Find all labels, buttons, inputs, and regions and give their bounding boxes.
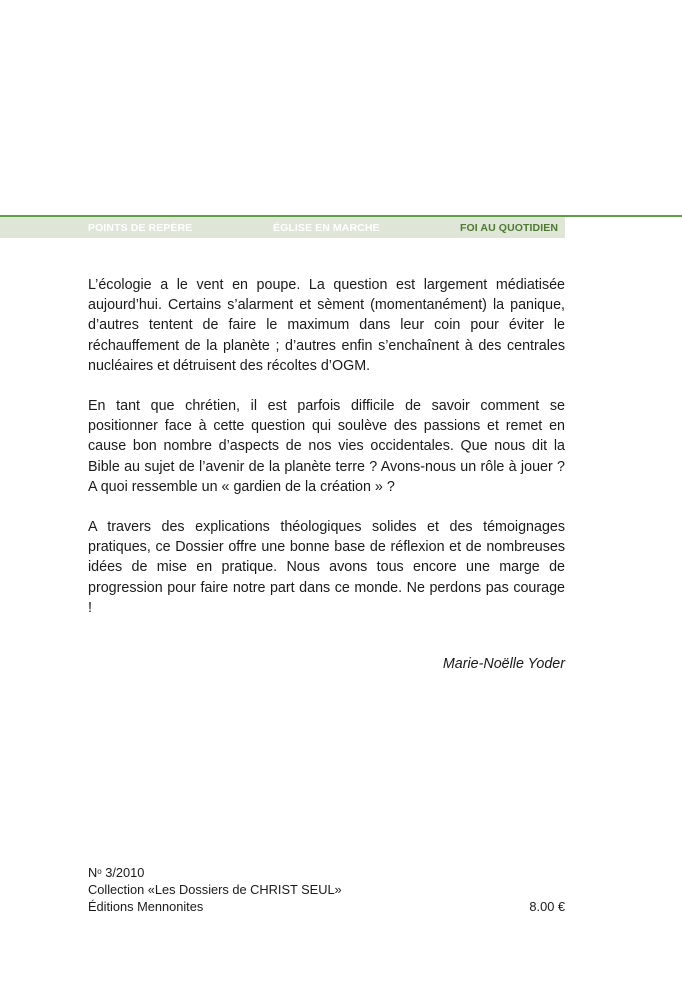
- author-signature: Marie-Noëlle Yoder: [442, 656, 565, 672]
- paragraph: En tant que chrétien, il est parfois difficile de savoir comment se positionner face à cette question qui soulève des passions et remet en cause bon nombre d’aspects de nos vies occidentales. Que nous dit la Bible au sujet de l’avenir de la planète terre ? Avons-nous un rôle à jouer ? A quoi ressemble un « gardien de la création » ?: [88, 398, 565, 495]
- publisher-name: Éditions Mennonites: [88, 899, 204, 914]
- back-cover-text: [88, 275, 565, 638]
- issue-number: $N^o$ 3/2010: [88, 865, 145, 880]
- collection-name: Collection «Les Dossiers de CHRIST SEUL»: [88, 882, 342, 897]
- publication-info: [88, 864, 565, 915]
- paragraph: L’écologie a le vent en poupe. La question est largement médiatisée aujourd’hui. Certains s’alarment et sèment (momentanément) la panique, d’autres tentent de faire le maximum dans leur coin pour éviter le réchauffement de la planète ; d’autres enfin s’enchaînent à des centrales nucléaires et détruisent des récoltes d’OGM.: [88, 277, 565, 374]
- category-eglise-en-marche: ÉGLISE EN MARCHE: [273, 222, 380, 234]
- paragraph: A travers des explications théologiques solides et des témoignages pratiques, ce Dossier offre une bonne base de réflexion et de nombreuses idées de mise en pratique. Nous avons tous encore une marge de progression pour faire notre part dans ce monde. Ne perdons pas courage !: [88, 519, 565, 616]
- category-bar: [0, 217, 565, 238]
- category-points-de-repere: POINTS DE REPÈRE: [88, 222, 193, 234]
- publisher-row: [88, 898, 565, 915]
- category-foi-au-quotidien: FOI AU QUOTIDIEN: [460, 222, 559, 234]
- price: 8.00 €: [529, 899, 565, 914]
